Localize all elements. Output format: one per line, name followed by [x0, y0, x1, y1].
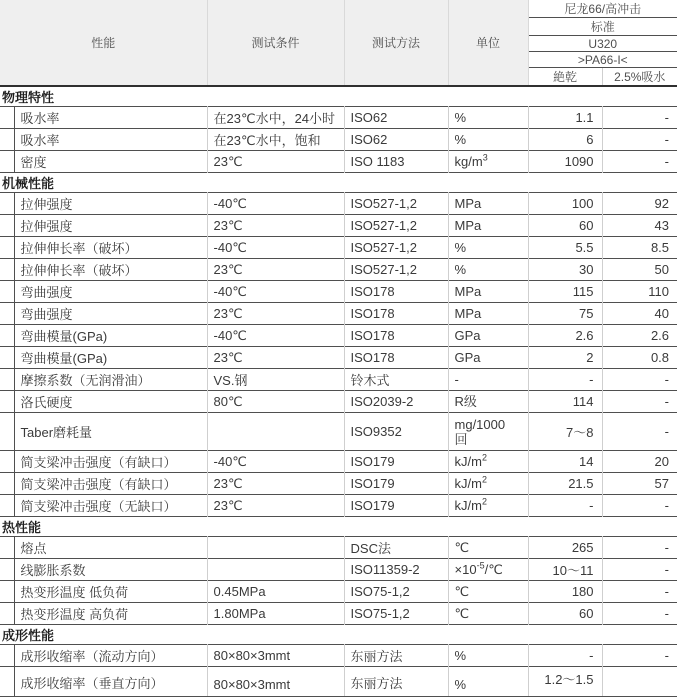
row-gutter: [0, 281, 14, 303]
dry-value-cell: 60: [528, 603, 602, 625]
property-name-cell: 热变形温度 高负荷: [14, 603, 207, 625]
test-condition-cell: 23℃: [207, 473, 344, 495]
wet-value-cell: 8.5: [602, 237, 677, 259]
row-gutter: [0, 369, 14, 391]
wet-value-cell: 57: [602, 473, 677, 495]
property-name-cell: 拉伸伸长率（破坏）: [14, 259, 207, 281]
wet-value-cell: -: [602, 369, 677, 391]
table-row: [0, 303, 677, 325]
table-row: [0, 537, 677, 559]
unit-cell: MPa: [448, 215, 528, 237]
test-condition-cell: 0.45MPa: [207, 581, 344, 603]
unit-cell: GPa: [448, 347, 528, 369]
wet-value-cell: 2.6: [602, 325, 677, 347]
table-header: [0, 0, 677, 86]
header-row: [0, 0, 677, 18]
test-condition-cell: -40℃: [207, 193, 344, 215]
unit-cell: MPa: [448, 303, 528, 325]
dry-value-cell: 1.1: [528, 107, 602, 129]
table-row: [0, 325, 677, 347]
row-gutter: [0, 215, 14, 237]
row-gutter: [0, 645, 14, 667]
test-condition-cell: [207, 559, 344, 581]
wet-value-cell: -: [602, 581, 677, 603]
test-method-cell: ISO75-1,2: [344, 603, 448, 625]
test-condition-cell: 23℃: [207, 495, 344, 517]
wet-value-cell: -: [602, 495, 677, 517]
table-row: [0, 451, 677, 473]
table-row: [0, 559, 677, 581]
dry-value-cell: 1090: [528, 151, 602, 173]
test-method-cell: ISO527-1,2: [344, 193, 448, 215]
property-name-cell: 拉伸强度: [14, 215, 207, 237]
wet-value-cell: 40: [602, 303, 677, 325]
table-row: [0, 603, 677, 625]
row-gutter: [0, 495, 14, 517]
test-condition-cell: 80×80×3mmt: [207, 667, 344, 697]
test-condition-cell: [207, 413, 344, 451]
unit-cell: %: [448, 259, 528, 281]
wet-value-cell: -: [602, 413, 677, 451]
dry-value-cell: 7〜8: [528, 413, 602, 451]
unit-cell: mg/1000回: [448, 413, 528, 451]
test-method-cell: ISO527-1,2: [344, 215, 448, 237]
property-name-cell: 吸水率: [14, 107, 207, 129]
dry-value-cell: -: [528, 645, 602, 667]
test-method-cell: ISO179: [344, 451, 448, 473]
unit-cell: %: [448, 107, 528, 129]
test-method-cell: 东丽方法: [344, 645, 448, 667]
test-condition-cell: 1.80MPa: [207, 603, 344, 625]
test-condition-cell: -40℃: [207, 451, 344, 473]
test-method-cell: ISO 1183: [344, 151, 448, 173]
property-name-cell: Taber磨耗量: [14, 413, 207, 451]
property-name-cell: 成形收缩率（流动方向）: [14, 645, 207, 667]
test-condition-cell: -40℃: [207, 237, 344, 259]
test-method-cell: ISO527-1,2: [344, 259, 448, 281]
product-grade-header: U320: [528, 36, 677, 52]
wet-value-cell: -: [602, 603, 677, 625]
property-name-cell: 摩擦系数（无润滑油）: [14, 369, 207, 391]
test-condition-cell: 23℃: [207, 303, 344, 325]
unit-cell: $\times 10^{-5}/℃$: [448, 559, 528, 581]
test-condition-cell: 23℃: [207, 347, 344, 369]
table-row: [0, 495, 677, 517]
table-row: [0, 193, 677, 215]
section-row: [0, 86, 677, 107]
wet-value-cell: -: [602, 391, 677, 413]
table-row: [0, 215, 677, 237]
test-method-cell: ISO2039-2: [344, 391, 448, 413]
test-method-cell: ISO62: [344, 107, 448, 129]
unit-cell: -: [448, 369, 528, 391]
col-header-method: 测试方法: [344, 0, 448, 86]
row-gutter: [0, 347, 14, 369]
property-name-cell: 弯曲强度: [14, 281, 207, 303]
col-header-dry: 絶乾: [528, 68, 602, 87]
unit-cell: $kJ/m^2$: [448, 451, 528, 473]
table-row: [0, 581, 677, 603]
property-name-cell: 拉伸强度: [14, 193, 207, 215]
table-row: [0, 281, 677, 303]
wet-value-cell: 50: [602, 259, 677, 281]
dry-value-cell: 75: [528, 303, 602, 325]
test-condition-cell: 80×80×3mmt: [207, 645, 344, 667]
row-gutter: [0, 325, 14, 347]
test-method-cell: ISO527-1,2: [344, 237, 448, 259]
col-header-property: 性能: [0, 0, 207, 86]
table-row: [0, 413, 677, 451]
row-gutter: [0, 603, 14, 625]
test-condition-cell: -40℃: [207, 325, 344, 347]
row-gutter: [0, 537, 14, 559]
table-row: [0, 237, 677, 259]
property-name-cell: 简支梁冲击强度（有缺口）: [14, 473, 207, 495]
row-gutter: [0, 473, 14, 495]
test-condition-cell: [207, 537, 344, 559]
unit-cell: GPa: [448, 325, 528, 347]
section-row: [0, 173, 677, 193]
row-gutter: [0, 237, 14, 259]
test-method-cell: ISO178: [344, 347, 448, 369]
table-row: [0, 129, 677, 151]
test-method-cell: ISO179: [344, 495, 448, 517]
unit-cell: %: [448, 129, 528, 151]
property-name-cell: 熔点: [14, 537, 207, 559]
wet-value-cell: 20: [602, 451, 677, 473]
row-gutter: [0, 451, 14, 473]
section-title: 热性能: [0, 517, 677, 537]
test-method-cell: ISO75-1,2: [344, 581, 448, 603]
unit-cell: MPa: [448, 281, 528, 303]
product-designation-header: >PA66-I<: [528, 52, 677, 68]
dry-value-cell: 6: [528, 129, 602, 151]
wet-value-cell: -: [602, 129, 677, 151]
dry-value-cell: -: [528, 369, 602, 391]
dry-value-cell: 265: [528, 537, 602, 559]
unit-cell: ℃: [448, 603, 528, 625]
dry-value-cell: 60: [528, 215, 602, 237]
test-condition-cell: 在23℃水中，24小时: [207, 107, 344, 129]
table-row: [0, 151, 677, 173]
test-method-cell: DSC法: [344, 537, 448, 559]
wet-value-cell: 92: [602, 193, 677, 215]
property-name-cell: 弯曲强度: [14, 303, 207, 325]
wet-value-cell: 110: [602, 281, 677, 303]
test-condition-cell: 在23℃水中，饱和: [207, 129, 344, 151]
unit-cell: %: [448, 237, 528, 259]
dry-value-cell: 180: [528, 581, 602, 603]
test-condition-cell: 23℃: [207, 151, 344, 173]
table-row: [0, 259, 677, 281]
row-gutter: [0, 259, 14, 281]
dry-value-cell: 1.2〜1.5: [528, 667, 602, 697]
dry-value-cell: 30: [528, 259, 602, 281]
test-method-cell: ISO62: [344, 129, 448, 151]
table-row: [0, 347, 677, 369]
wet-value-cell: [602, 667, 677, 697]
test-method-cell: ISO178: [344, 281, 448, 303]
row-gutter: [0, 129, 14, 151]
row-gutter: [0, 303, 14, 325]
table-row: [0, 369, 677, 391]
col-header-unit: 单位: [448, 0, 528, 86]
test-method-cell: ISO11359-2: [344, 559, 448, 581]
row-gutter: [0, 107, 14, 129]
section-title: 物理特性: [0, 86, 677, 107]
dry-value-cell: 114: [528, 391, 602, 413]
product-family-header: 尼龙66/高冲击: [528, 0, 677, 18]
row-gutter: [0, 391, 14, 413]
property-name-cell: 成形收缩率（垂直方向）: [14, 667, 207, 697]
section-row: [0, 517, 677, 537]
unit-cell: %: [448, 645, 528, 667]
property-name-cell: 弯曲模量(GPa): [14, 325, 207, 347]
dry-value-cell: 2: [528, 347, 602, 369]
property-name-cell: 密度: [14, 151, 207, 173]
row-gutter: [0, 581, 14, 603]
property-name-cell: 线膨胀系数: [14, 559, 207, 581]
test-method-cell: 东丽方法: [344, 667, 448, 697]
table-row: [0, 645, 677, 667]
test-method-cell: ISO178: [344, 303, 448, 325]
section-title: 成形性能: [0, 625, 677, 645]
unit-cell: MPa: [448, 193, 528, 215]
wet-value-cell: -: [602, 537, 677, 559]
wet-value-cell: 0.8: [602, 347, 677, 369]
dry-value-cell: 5.5: [528, 237, 602, 259]
property-name-cell: 洛氏硬度: [14, 391, 207, 413]
unit-cell: %: [448, 667, 528, 697]
product-standard-header: 标准: [528, 18, 677, 36]
dry-value-cell: 10〜11: [528, 559, 602, 581]
wet-value-cell: -: [602, 559, 677, 581]
section-row: [0, 625, 677, 645]
property-name-cell: 拉伸伸长率（破坏）: [14, 237, 207, 259]
test-condition-cell: 80℃: [207, 391, 344, 413]
row-gutter: [0, 193, 14, 215]
property-name-cell: 简支梁冲击强度（无缺口）: [14, 495, 207, 517]
test-condition-cell: 23℃: [207, 215, 344, 237]
dry-value-cell: -: [528, 495, 602, 517]
test-method-cell: ISO179: [344, 473, 448, 495]
property-name-cell: 热变形温度 低负荷: [14, 581, 207, 603]
unit-cell: ℃: [448, 581, 528, 603]
dry-value-cell: 100: [528, 193, 602, 215]
unit-cell: $kJ/m^2$: [448, 473, 528, 495]
section-title: 机械性能: [0, 173, 677, 193]
table-row: [0, 391, 677, 413]
wet-value-cell: 43: [602, 215, 677, 237]
unit-cell: $kJ/m^2$: [448, 495, 528, 517]
wet-value-cell: -: [602, 645, 677, 667]
property-name-cell: 弯曲模量(GPa): [14, 347, 207, 369]
property-name-cell: 简支梁冲击强度（有缺口）: [14, 451, 207, 473]
dry-value-cell: 2.6: [528, 325, 602, 347]
unit-cell: $kg/m^3$: [448, 151, 528, 173]
col-header-condition: 测试条件: [207, 0, 344, 86]
test-method-cell: ISO9352: [344, 413, 448, 451]
table-row: [0, 473, 677, 495]
wet-value-cell: -: [602, 151, 677, 173]
row-gutter: [0, 151, 14, 173]
dry-value-cell: 115: [528, 281, 602, 303]
unit-cell: ℃: [448, 537, 528, 559]
wet-value-cell: -: [602, 107, 677, 129]
unit-cell: R级: [448, 391, 528, 413]
property-name-cell: 吸水率: [14, 129, 207, 151]
dry-value-cell: 21.5: [528, 473, 602, 495]
row-gutter: [0, 413, 14, 451]
table-row: [0, 667, 677, 697]
table-row: [0, 107, 677, 129]
row-gutter: [0, 559, 14, 581]
test-condition-cell: 23℃: [207, 259, 344, 281]
col-header-wet: 2.5%吸水: [602, 68, 677, 87]
test-condition-cell: -40℃: [207, 281, 344, 303]
table-body: [0, 86, 677, 697]
row-gutter: [0, 667, 14, 697]
test-condition-cell: VS.钢: [207, 369, 344, 391]
dry-value-cell: 14: [528, 451, 602, 473]
test-method-cell: 铃木式: [344, 369, 448, 391]
test-method-cell: ISO178: [344, 325, 448, 347]
